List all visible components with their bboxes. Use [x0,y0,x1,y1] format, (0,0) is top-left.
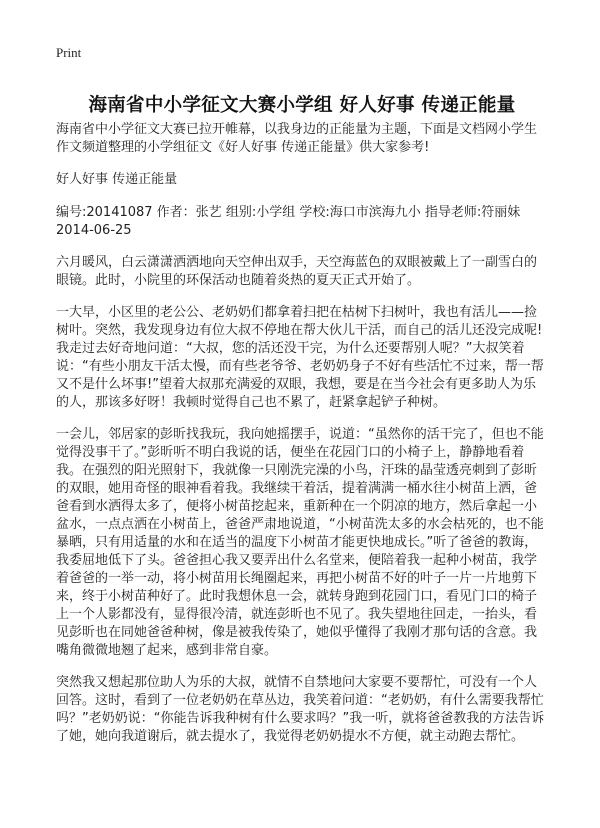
page-title: 海南省中小学征文大赛小学组 好人好事 传递正能量 [88,95,516,117]
intro-paragraph: 海南省中小学征文大赛已拉开帷幕，以我身边的正能量为主题，下面是文档网小学生作文频道整理的小学组征文《好人好事 传递正能量》供大家参考! [56,122,538,155]
essay-title: 好人好事 传递正能量 [56,172,178,187]
meta-date: 2014-06-25 [56,223,132,238]
essay-paragraph-2: 一大早，小区里的老公公、老奶奶们都拿着扫把在枯树下扫树叶，我也有活儿——捡树叶。突然，我发现身边有位大叔不停地在帮大伙儿干活，而自己的活儿还没完成呢!我走过去好奇地问道：“大叔，您的活还没干完，为什么还要帮别人呢？”大叔笑着说：“有些小朋友干活太慢，而有些老爷爷、老奶奶身子不好有些活忙不过来，帮一帮又不是什么坏事!”望着大叔那充满爱的双眼，我想，要是在当今社会有更多助人为乐的人，那该多好呀！我顿时觉得自己也不累了，赶紧拿起铲子种树。 [56,305,544,410]
essay-meta [56,204,548,240]
essay-paragraph-3: 一会儿，邻居家的彭昕找我玩，我向她摇摆手，说道：“虽然你的活干完了，但也不能觉得没事干了。”彭昕听不明白我说的话，便坐在花园门口的小椅子上，静静地看着我。在强烈的阳光照射下，我就像一只刚洗完澡的小鸟，汗珠的晶莹透亮刺到了彭昕的双眼，她用奇怪的眼神看着我。我继续干着活，提着满满一桶水往小树苗上洒，爸爸看到水洒得太多了，便将小树苗挖起来，重新种在一个阴凉的地方，然后拿起一小盆水，一点点洒在小树苗上，爸爸严肃地说道，“小树苗洗太多的水会枯死的，也不能暴晒，只有用适量的水和在适当的温度下小树苗才能更快地成长。”听了爸爸的教诲，我委屈地低下了头。爸爸担心我又要弄出什么名堂来，便陪着我一起种小树苗，我学着爸爸的一举一动，将小树苗用长绳圈起来，再把小树苗不好的叶子一片一片地剪下来，终于小树苗种好了。此时我想休息一会，就转身跑到花园门口，看见门口的椅子上一个人影都没有，显得很冷清，就连彭昕也不见了。我失望地往回走，一抬头，看见彭昕也在同她爸爸种树，像是被我传染了，她似乎懂得了我刚才那句话的含意。我嘴角微微地翘了起来，感到非常自豪。 [56,427,544,658]
essay-paragraph-1: 六月暖风，白云潇潇洒洒地向天空伸出双手，天空海蓝色的双眼被戴上了一副雪白的眼镜。此时，小院里的环保活动也随着炎热的夏天正式开始了。 [56,255,538,288]
print-link[interactable]: Print [56,45,82,60]
article-body [56,121,548,760]
meta-info: 编号:20141087 作者：张艺 组别:小学组 学校:海口市滨海九小 指导老师:符丽妹 [56,205,521,220]
essay-paragraph-4: 突然我又想起那位助人为乐的大叔，就情不自禁地问大家要不要帮忙，可没有一个人回答。这时，看到了一位老奶奶在草丛边，我笑着问道：“老奶奶，有什么需要我帮忙吗？”老奶奶说：“你能告诉我种树有什么要求吗？”我一听，就将爸爸教我的方法告诉了她，她向我道谢后，就去提水了，我觉得老奶奶提水不方便，就主动跑去帮忙。 [56,675,545,744]
